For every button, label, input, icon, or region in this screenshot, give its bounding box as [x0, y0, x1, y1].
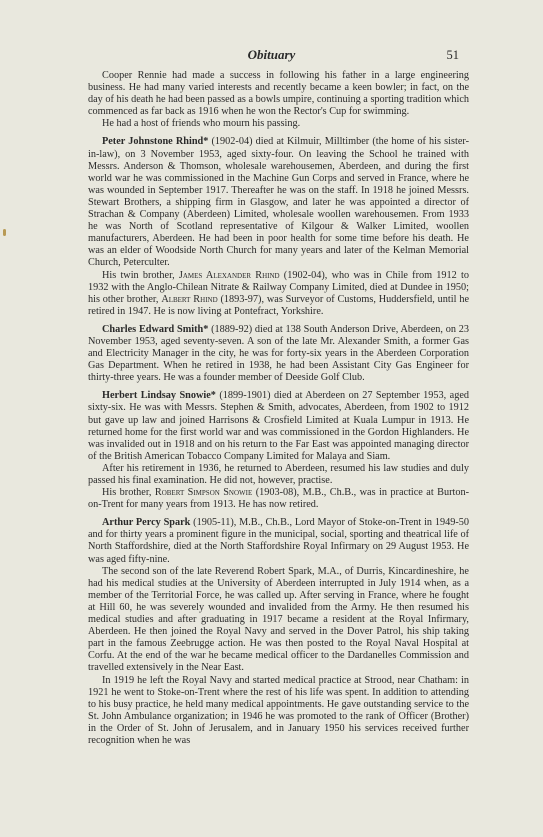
paragraph-text: (1899-1901) died at Aberdeen on 27 September 1953, aged sixty-six. He was with Messrs. Stephen & Smith, advocates, Aberdeen, from 1902 to 1912 but gave up law and joined Harrisons & Crosfield Limited at Kuala Lumpur in 1913. He returned home for the first world war and was commissioned in the Gordon Highlanders. He was invalided out in 1918 and on his return to the Far East was appointed managing director of the British American Tobacco Company Limited for Malaya and Siam. — [88, 390, 469, 462]
obituary-entry — [88, 390, 469, 463]
obituary-entry — [88, 136, 469, 269]
paragraph — [88, 463, 469, 487]
obituary-entry — [88, 324, 469, 384]
paragraph-text: (1903-08), M.B., Ch.B., was in practice at Burton-on-Trent for many years from 1913. He has now retired. — [88, 487, 469, 511]
relative-name: Albert Rhind — [161, 293, 218, 305]
paragraph-text: (1902-04) died at Kilmuir, Milltimber (the home of his sister-in-law), on 3 November 1953, aged sixty-four. On leaving the School he trained with Messrs. Anderson & Thomson, wholesale warehousemen, Aberdeen, and during the first world war he was commissioned in the Machine Gun Corps and served in France, where he was wounded in September 1917. Thereafter he was on the staff. In 1918 he joined Messrs. Stewart Brothers, a shipping firm in Glasgow, and later he was appointed a director of Strachan & Company (Aberdeen) Limited, wholesale woollen warehousemen. From 1933 he was North of Scotland representative of Kilgour & Walker Limited, woollen manufacturers, Aberdeen. He had been in poor health for some time before his death. He was an elder of Woodside North Church for many years and later of the Kelman Memorial Church, Peterculter. — [88, 136, 470, 269]
page-number: 51 — [446, 48, 459, 62]
obituary-entry — [88, 517, 469, 565]
paragraph — [88, 566, 469, 675]
paragraph — [88, 270, 469, 318]
obituary-body — [88, 70, 469, 747]
paragraph-text: In 1919 he left the Royal Navy and started medical practice at Strood, near Chatham: in 1921 he went to Stoke-on-Trent where the rest of his life was spent. In addition to attending to his busy practice, he held many medical appointments. He gave outstanding service to the St. John Ambulance organization; in 1946 he was promoted to the rank of Officer (Brother) in the Order of St. John of Jerusalem, and in January 1950 his services received further recognition when he was — [88, 674, 469, 746]
paragraph-text: After his retirement in 1936, he returned to Aberdeen, resumed his law studies and duly passed his final examination. He did not, however, practise. — [88, 462, 469, 486]
running-title: Obituary — [247, 47, 296, 62]
page-header — [0, 47, 543, 65]
paragraph-text: The second son of the late Reverend Robert Spark, M.A., of Durris, Kincardineshire, he had his medical studies at the University of Aberdeen interrupted in July 1914 when, as a member of the Territorial Force, he was called up. After serving in France, where he fought at Hill 60, he was severely wounded and invalided from the Army. He then resumed his medical studies and after graduating in 1917 became a resident at the Royal Infirmary, Aberdeen. He then joined the Royal Navy and served in the Dover Patrol, his ship taking part in the famous Zeebrugge action. He was then posted to the Royal Naval Hospital at Corfu. At the end of the war he became medical officer to the Dardanelles Commission and travelled extensively in the Near East. — [88, 565, 469, 674]
relative-name: Robert Simpson Snowie — [154, 487, 253, 499]
relative-name: James Alexander Rhind — [178, 269, 280, 281]
paragraph-text: His brother, — [102, 487, 155, 499]
paper-blemish — [3, 229, 6, 236]
paragraph — [88, 487, 469, 511]
deceased-name: Charles Edward Smith* — [102, 323, 209, 335]
paragraph — [88, 675, 469, 748]
deceased-name: Herbert Lindsay Snowie* — [102, 390, 216, 402]
deceased-name: Peter Johnstone Rhind* — [102, 136, 209, 148]
paragraph-text: His twin brother, — [102, 269, 179, 281]
paragraph-text: (1905-11), M.B., Ch.B., Lord Mayor of Stoke-on-Trent in 1949-50 and for thirty years a prominent figure in the municipal, social, sporting and theatrical life of North Staffordshire, died at the North Staffordshire Royal Infirmary on 29 August 1953. He was aged fifty-nine. — [88, 517, 470, 565]
paragraph-text: (1893-97), was Surveyor of Customs, Huddersfield, until he retired in 1947. He is now living at Pontefract, Yorkshire. — [88, 293, 469, 317]
paragraph-text: (1889-92) died at 138 South Anderson Drive, Aberdeen, on 23 November 1953, aged seventy-seven. A son of the late Mr. Alexander Smith, a former Gas and Electricity Manager in the city, he was for forty-six years in the Aberdeen Corporation Gas Department. When he retired in 1938, he had been Assistant City Gas Engineer for thirty-three years. He was a founder member of Deeside Golf Club. — [88, 323, 469, 384]
paragraph-text: Cooper Rennie had made a success in following his father in a large engineering business. He had many varied interests and recently became a keen bowler; in fact, on the day of his death he had been passed as a bowls umpire, continuing a sporting tradition which commenced as far back as 1916 when he won the Rector's Cup for swimming. — [88, 70, 469, 118]
paragraph — [88, 70, 469, 118]
paragraph — [88, 118, 469, 130]
paragraph-text: (1902-04), who was in Chile from 1912 to 1932 with the Anglo-Chilean Nitrate & Railway Company Limited, died at Dundee in 1950; his other brother, — [88, 269, 469, 305]
paragraph-text: He had a host of friends who mourn his passing. — [102, 118, 301, 130]
deceased-name: Arthur Percy Spark — [102, 517, 191, 529]
